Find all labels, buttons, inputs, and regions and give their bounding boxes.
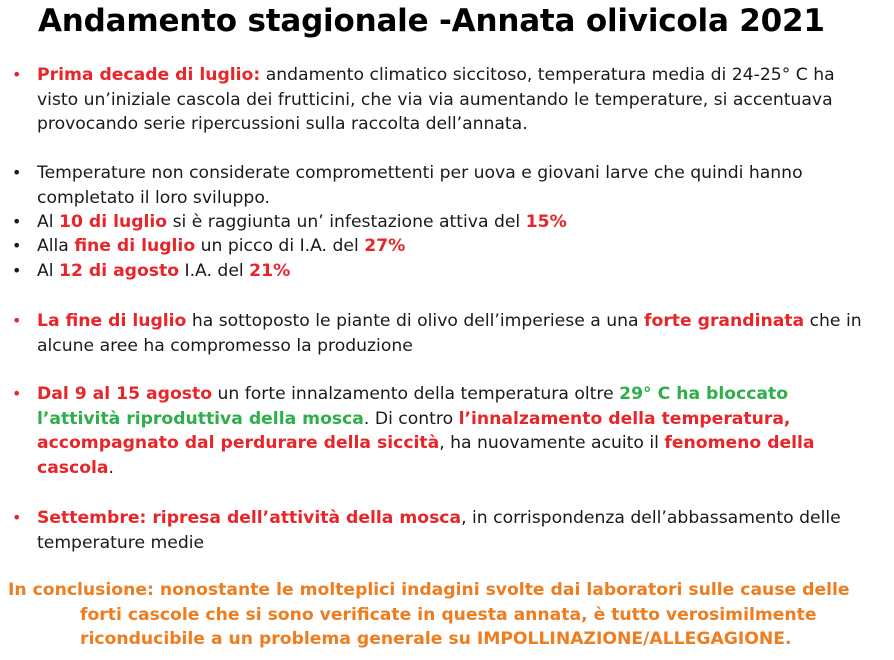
bullet-marker: • [12,508,22,527]
bullet-marker: • [12,384,22,403]
bullet-item-fine-luglio [37,234,877,259]
bullet-text-part: I.A. del [179,261,250,281]
bullet-text-part: Settembre: ripresa dell’attività della mosca [37,508,462,528]
bullet-text-part: Al [37,212,59,232]
conclusion-paragraph [8,578,888,652]
bullet-item-temperature [37,161,877,210]
bullet-text-part: Dal 9 al 15 agosto [37,384,213,404]
conclusion-line: riconducibile a un problema generale su IMPOLLINAZIONE/ALLEGAGIONE. [80,629,792,649]
bullet-item-10-luglio [37,210,877,235]
bullet-text-part: 29° C ha bloccato l’attività riproduttiva della mosca [37,384,789,429]
bullet-text-part: 27% [364,236,406,256]
bullet-text-part: un forte innalzamento della temperatura oltre [212,384,620,404]
bullet-text-part: ha sottoposto le piante di olivo dell’imperiese a una [186,311,645,331]
bullet-item-prima-decade [37,63,877,137]
bullet-text-part: fine di luglio [74,236,196,256]
bullet-text-part: fenomeno della cascola [37,433,815,478]
bullet-text-part: . [108,457,114,478]
bullet-text-part: 10 di luglio [59,212,168,232]
conclusion-line: In conclusione: nonostante le molteplici indagini svolte dai laboratori sulle cause delle [8,580,850,600]
bullet-marker: • [12,212,22,231]
bullet-marker: • [12,311,22,330]
bullet-text-part: forte grandinata [644,311,805,331]
bullet-text-part: , ha nuovamente acuito il [439,433,665,453]
bullet-item-agosto-temperatura [37,382,877,480]
bullet-item-grandinata [37,309,877,358]
bullet-marker: • [12,236,22,255]
bullet-marker: • [12,261,22,280]
bullet-text-part: Temperature non considerate compromettenti per uova e giovani larve che quindi hanno completato il loro sviluppo. [37,163,803,208]
bullet-text-part: Al [37,261,59,281]
bullet-text-part: 12 di agosto [59,261,180,281]
page-title: Andamento stagionale -Annata olivicola 2021 [38,3,825,39]
bullet-item-12-agosto [37,259,877,284]
bullet-text-part: Alla [37,236,75,256]
bullet-text-part: Prima decade di luglio: [37,65,261,85]
bullet-text-part: un picco di I.A. del [195,236,365,256]
bullet-marker: • [12,163,22,182]
bullet-text-part: che in alcune aree ha compromesso la produzione [37,311,862,356]
bullet-marker: • [12,65,22,84]
bullet-text-part: 15% [525,212,567,232]
bullet-text-part: 21% [249,261,291,281]
bullet-text-part: l’innalzamento della temperatura, accompagnato dal perdurare della siccità [37,408,791,453]
bullet-text-part: andamento climatico siccitoso, temperatura media di 24-25° C ha visto un’iniziale cascola dei frutticini, che via via aumentando le temperature, si accentuava provocando serie ripercussioni sulla raccolta dell’annata. [37,65,835,134]
conclusion-line: forti cascole che si sono verificate in questa annata, è tutto verosimilmente [80,604,817,625]
bullet-item-settembre [37,506,877,555]
bullet-text-part: , in corrispondenza dell’abbassamento delle temperature medie [37,508,841,553]
bullet-text-part: . Di contro [363,408,459,429]
bullet-text-part: si è raggiunta un’ infestazione attiva del [167,212,526,232]
bullet-text-part: La fine di luglio [37,311,187,331]
